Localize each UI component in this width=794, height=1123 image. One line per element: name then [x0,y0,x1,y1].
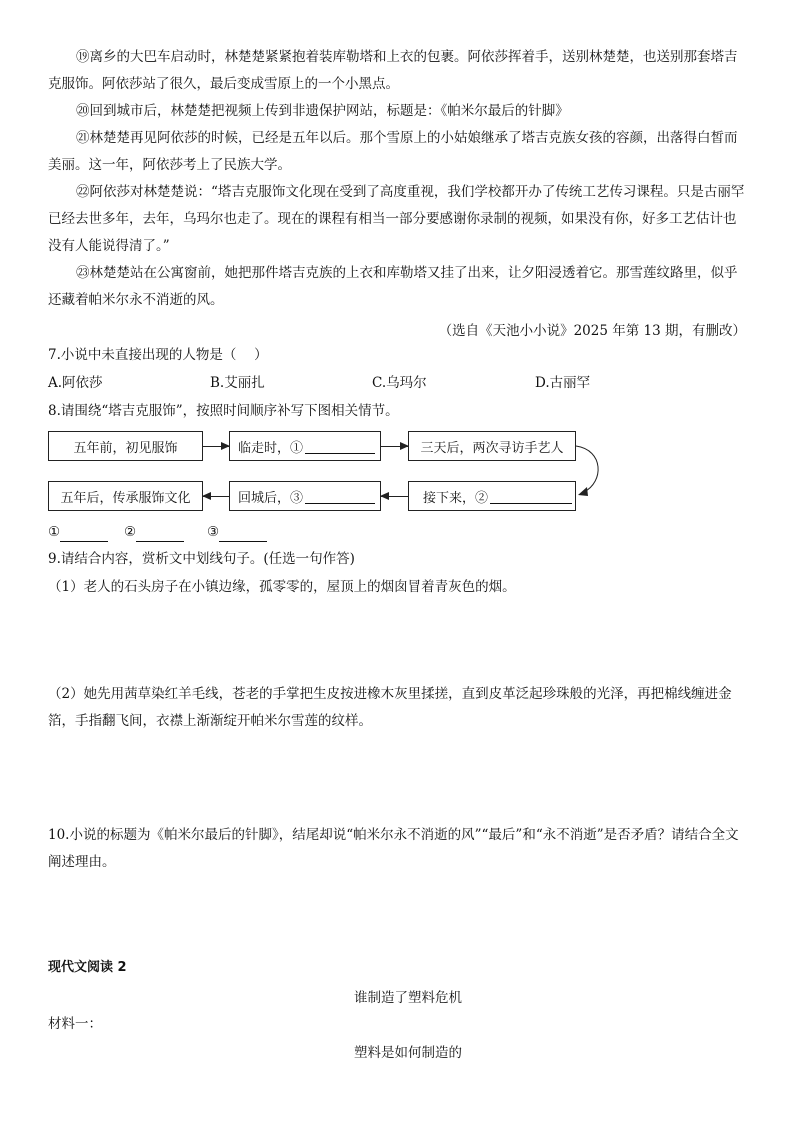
flow-box-6 [48,481,203,511]
q7-option-c: C.乌玛尔 [372,375,427,391]
answer-field-3[interactable] [219,527,267,542]
q7-option-b: B.艾丽扎 [210,375,265,391]
answer-line-2 [124,522,184,542]
q10-stem: 10.小说的标题为《帕米尔最后的针脚》，结尾却说“帕米尔永不消逝的风”“最后”和“永不消逝”是否矛盾？请结合全文阐述理由。 [48,827,739,870]
flow-box-2-text: 临走时，① [238,440,304,456]
flow-arrow-right-2 [381,446,408,447]
flow-box-4-text: 接下来，② [423,490,489,506]
q9-sentence-1: （1）老人的石头房子在小镇边缘，孤零零的，屋顶上的烟囱冒着青灰色的烟。 [48,579,516,595]
answer-blank-3[interactable] [305,489,375,504]
q7-option-d: D.古丽罕 [535,375,591,391]
q8-stem: 8.请围绕“塔吉克服饰”，按照时间顺序补写下图相关情节。 [48,403,399,419]
flow-box-3-text: 三天后，两次寻访手艺人 [420,440,564,456]
flow-box-2 [229,431,381,461]
paragraph-20: ⑳回到城市后，林楚楚把视频上传到非遗保护网站，标题是：《帕米尔最后的针脚》 [76,103,569,119]
source-note: （选自《天池小小说》2025 年第 13 期，有删改） [438,323,746,339]
q7-option-a: A.阿依莎 [48,375,103,391]
flow-box-4 [408,481,576,511]
answer-blank-1[interactable] [305,439,375,454]
answer-field-2[interactable] [136,527,184,542]
flow-arrow-left-2 [203,496,229,497]
answer-blank-2[interactable] [490,489,572,504]
article-subtitle: 塑料是如何制造的 [354,1045,462,1061]
flow-box-5-text: 回城后，③ [238,490,304,506]
answer-field-1[interactable] [60,527,108,542]
flow-box-1 [48,431,203,461]
flow-box-1-text: 五年前，初见服饰 [73,440,178,456]
answer-label-3: ③ [207,524,220,540]
answer-line-1 [48,522,108,542]
flow-box-3 [408,431,576,461]
flow-box-6-text: 五年后，传承服饰文化 [60,490,191,506]
answer-label-2: ② [124,524,137,540]
paragraph-19: ⑲离乡的大巴车启动时，林楚楚紧紧抱着装库勒塔和上衣的包裹。阿依莎挥着手，送别林楚楚，也送别那套塔吉克服饰。阿依莎站了很久，最后变成雪原上的一个小黑点。 [48,49,738,92]
paragraph-21: ㉑林楚楚再见阿依莎的时候，已经是五年以后。那个雪原上的小姑娘继承了塔吉克族女孩的容颜，出落得白皙而美丽。这一年，阿依莎考上了民族大学。 [48,130,738,173]
answer-label-1: ① [48,524,61,540]
paragraph-23: ㉓林楚楚站在公寓窗前，她把那件塔吉克族的上衣和库勒塔又挂了出来，让夕阳浸透着它。那雪莲纹路里，似乎还藏着帕米尔永不消逝的风。 [48,265,738,308]
flow-box-5 [229,481,381,511]
flow-arrow-right-1 [203,446,229,447]
section-heading: 现代文阅读 2 [48,960,127,975]
material-label: 材料一： [48,1016,102,1032]
article-title: 谁制造了塑料危机 [354,990,462,1006]
flow-curve-arrow [574,440,604,500]
q9-sentence-2: （2）她先用茜草染红羊毛线，苍老的手掌把生皮按进橡木灰里揉搓，直到皮革泛起珍珠般的光泽，再把棉线缠进金箔，手指翻飞间，衣襟上渐渐绽开帕米尔雪莲的纹样。 [48,686,732,729]
q7-stem: 7.小说中未直接出现的人物是（ ） [48,347,268,363]
flow-arrow-left-1 [381,496,408,497]
answer-line-3 [207,522,267,542]
paragraph-22: ㉒阿依莎对林楚楚说：“塔吉克服饰文化现在受到了高度重视，我们学校都开办了传统工艺传习课程。只是古丽罕已经去世多年，去年，乌玛尔也走了。现在的课程有相当一部分要感谢你录制的视频，如果没有你，好多工艺估计也没有人能说得清了。” [48,184,745,254]
q9-stem: 9.请结合内容，赏析文中划线句子。(任选一句作答) [48,551,355,567]
